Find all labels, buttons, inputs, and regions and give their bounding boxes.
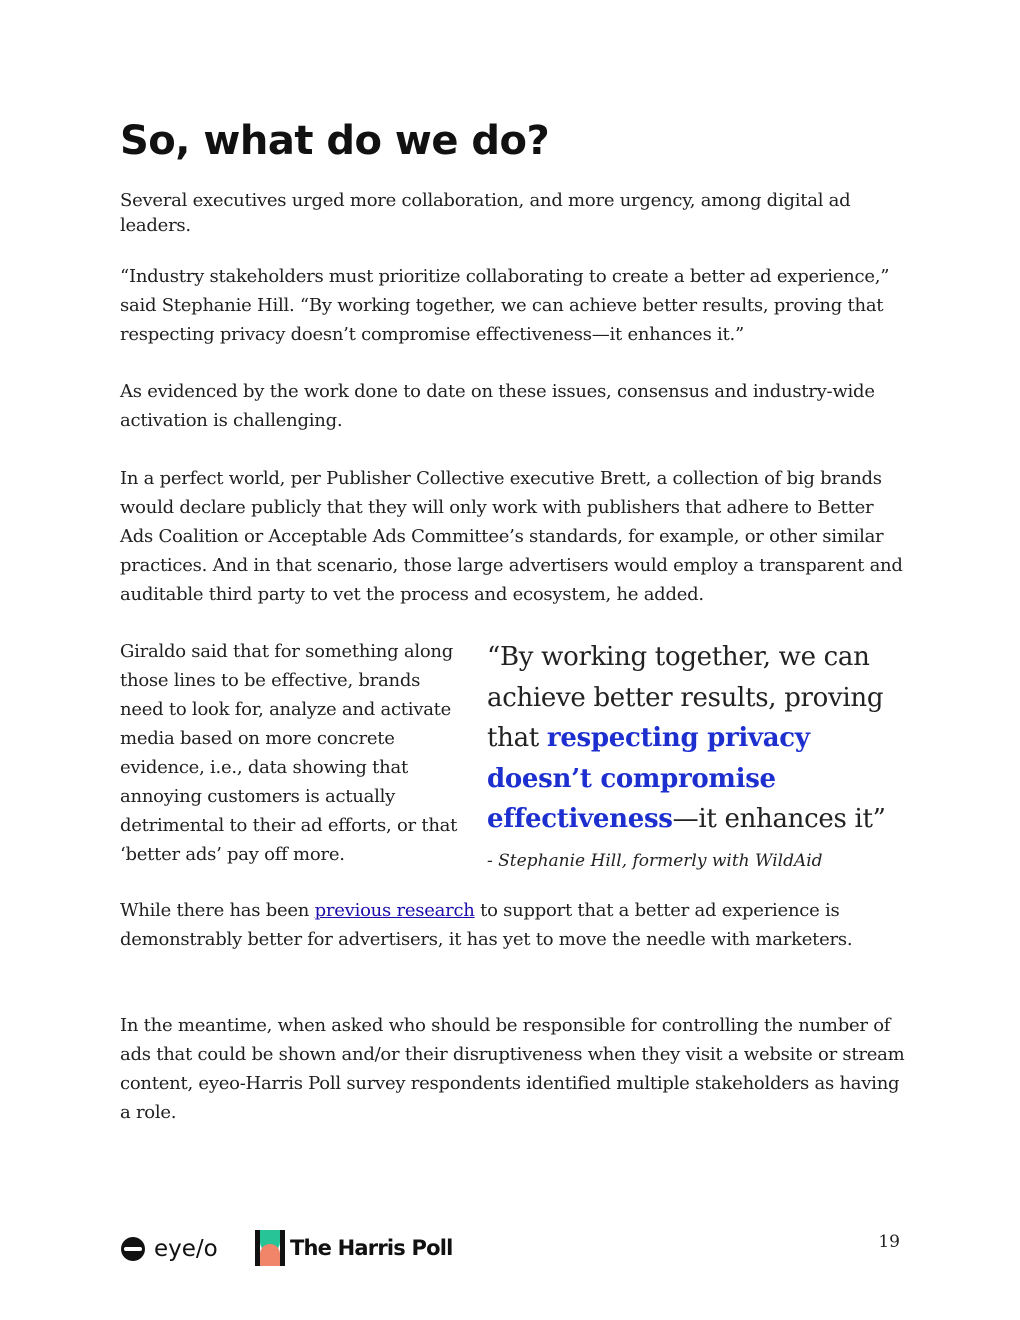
eyeo-logo: [120, 1232, 218, 1266]
pull-quote-text-before: “By working together, we can achieve better results, proving that: [487, 642, 884, 753]
harris-poll-logo: [255, 1230, 453, 1266]
page-title: So, what do we do?: [120, 118, 550, 164]
harris-poll-mark-icon: [255, 1230, 285, 1266]
pull-quote-text-after: —it enhances it”: [672, 804, 886, 834]
meantime-paragraph: In the meantime, when asked who should be responsible for controlling the number of ads that could be shown and/or their disruptiveness when they visit a website or stream content, eyeo-Harris Poll survey respondents identified multiple stakeholders as having a role.: [120, 1015, 905, 1123]
pull-quote-highlight: respecting privacy doesn’t compromise effectiveness: [487, 723, 810, 834]
pull-quote: [487, 637, 907, 840]
previous-research-link[interactable]: previous research: [314, 900, 475, 921]
eyeo-eye-icon: [120, 1236, 146, 1262]
perfect-world-paragraph: In a perfect world, per Publisher Collective executive Brett, a collection of big brands would declare publicly that they will only work with publishers that adhere to Better Ads Coalition or Acceptable Ads Committee’s standards, for example, or other similar practices. And in that scenario, those large advertisers would employ a transparent and auditable third party to vet the process and ecosystem, he added.: [120, 468, 903, 605]
quote-paragraph: “Industry stakeholders must prioritize collaborating to create a better ad experience,” said Stephanie Hill. “By working together, we can achieve better results, proving that respecting privacy doesn’t compromise effectiveness—it enhances it.”: [120, 266, 890, 345]
research-paragraph: [120, 896, 910, 954]
pull-quote-attribution: - Stephanie Hill, formerly with WildAid: [487, 851, 823, 871]
eyeo-logo-text: eye/o: [154, 1236, 218, 1262]
intro-paragraph: Several executives urged more collaboration, and more urgency, among digital ad leaders.: [120, 190, 851, 236]
page-number: 19: [878, 1232, 900, 1252]
research-text-after: to support that a better ad experience is demonstrably better for advertisers, it has yet to move the needle with marketers.: [120, 900, 853, 950]
research-text-before: While there has been: [120, 900, 315, 921]
consensus-paragraph: As evidenced by the work done to date on these issues, consensus and industry-wide activation is challenging.: [120, 381, 875, 431]
harris-poll-logo-text: The Harris Poll: [290, 1236, 453, 1260]
giraldo-paragraph: Giraldo said that for something along those lines to be effective, brands need to look for, analyze and activate media based on more concrete evidence, i.e., data showing that annoying customers is actually detrimental to their ad efforts, or that ‘better ads’ pay off more.: [120, 641, 458, 865]
